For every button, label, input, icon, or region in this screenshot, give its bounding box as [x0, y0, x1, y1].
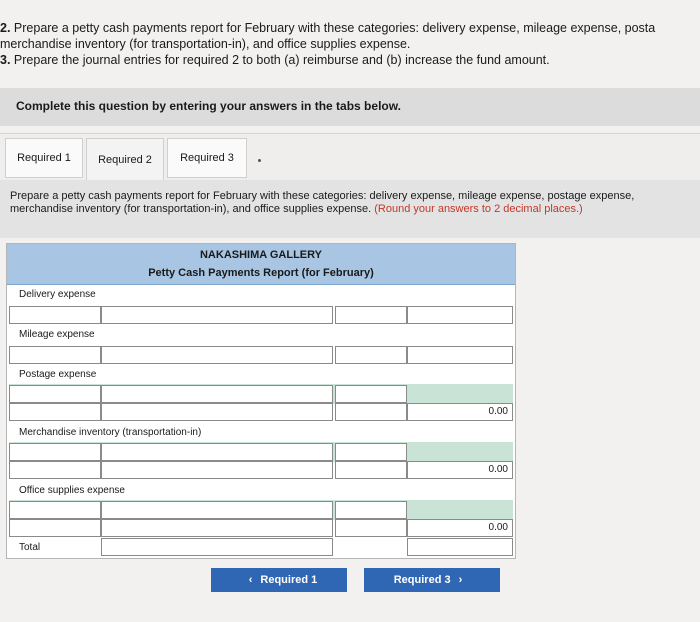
report-header	[7, 244, 515, 285]
prev-button[interactable]: ‹ Required 1	[211, 568, 347, 592]
subtotal-value: 0.00	[407, 461, 513, 479]
account-input[interactable]	[9, 443, 101, 461]
step-3-line: 3. Prepare the journal entries for required 2 to both (a) reimburse and (b) increase the fund amount.	[0, 53, 550, 67]
amount-input[interactable]	[335, 461, 407, 479]
subtotal-value: 0.00	[407, 403, 513, 421]
description-input[interactable]	[101, 461, 333, 479]
total-input[interactable]	[407, 306, 513, 324]
account-input[interactable]	[9, 519, 101, 537]
section-label: Office supplies expense	[19, 485, 125, 496]
description-input[interactable]	[101, 306, 333, 324]
tab-required-1[interactable]: Required 1	[5, 138, 83, 178]
account-input[interactable]	[9, 385, 101, 403]
amount-input[interactable]	[335, 385, 407, 403]
section-label: Merchandise inventory (transportation-in)	[19, 427, 202, 438]
chevron-right-icon: ›	[458, 574, 463, 586]
amount-input[interactable]	[335, 519, 407, 537]
section-label: Mileage expense	[19, 329, 95, 340]
account-input[interactable]	[9, 346, 101, 364]
account-input[interactable]	[9, 306, 101, 324]
description-input[interactable]	[101, 519, 333, 537]
description-input[interactable]	[101, 443, 333, 461]
section-label: Delivery expense	[19, 289, 96, 300]
instruction-panel	[0, 180, 700, 238]
petty-cash-report-table	[6, 243, 516, 559]
grand-total-input[interactable]	[407, 538, 513, 556]
total-label: Total	[19, 542, 41, 553]
report-title: Petty Cash Payments Report (for February)	[148, 267, 374, 279]
account-input[interactable]	[9, 501, 101, 519]
total-input[interactable]	[407, 346, 513, 364]
rounding-note: (Round your answers to 2 decimal places.)	[374, 203, 583, 215]
description-input[interactable]	[101, 346, 333, 364]
description-input[interactable]	[101, 501, 333, 519]
total-description	[101, 538, 333, 556]
step-2-line: 2. Prepare a petty cash payments report for February with these categories: delivery expense, mileage expense, posta	[0, 21, 656, 35]
account-input[interactable]	[9, 461, 101, 479]
amount-input[interactable]	[335, 501, 407, 519]
account-input[interactable]	[9, 403, 101, 421]
description-input[interactable]	[101, 403, 333, 421]
dot-icon	[258, 159, 261, 162]
next-button[interactable]: Required 3 ›	[364, 568, 500, 592]
chevron-left-icon: ‹	[248, 574, 253, 586]
amount-input[interactable]	[335, 443, 407, 461]
tab-required-2[interactable]: Required 2	[86, 138, 164, 181]
company-name: NAKASHIMA GALLERY	[199, 249, 322, 261]
amount-input[interactable]	[335, 306, 407, 324]
subtotal-value: 0.00	[407, 519, 513, 537]
step-2-line-continued: merchandise inventory (for transportation-in), and office supplies expense.	[0, 37, 411, 51]
section-label: Postage expense	[19, 369, 97, 380]
instructions-text	[0, 20, 700, 68]
tab-bar	[0, 133, 700, 180]
tab-required-3[interactable]: Required 3	[167, 138, 247, 178]
instruction-text: Prepare a petty cash payments report for February with these categories: delivery expense, mileage expense, postage expense, merchandise inventory (for transportation-in), and office supplies expense. (Round your answers to 2 decimal places.)	[10, 190, 635, 215]
amount-input[interactable]	[335, 346, 407, 364]
question-banner: Complete this question by entering your answers in the tabs below.	[0, 88, 700, 126]
description-input[interactable]	[101, 385, 333, 403]
amount-input[interactable]	[335, 403, 407, 421]
